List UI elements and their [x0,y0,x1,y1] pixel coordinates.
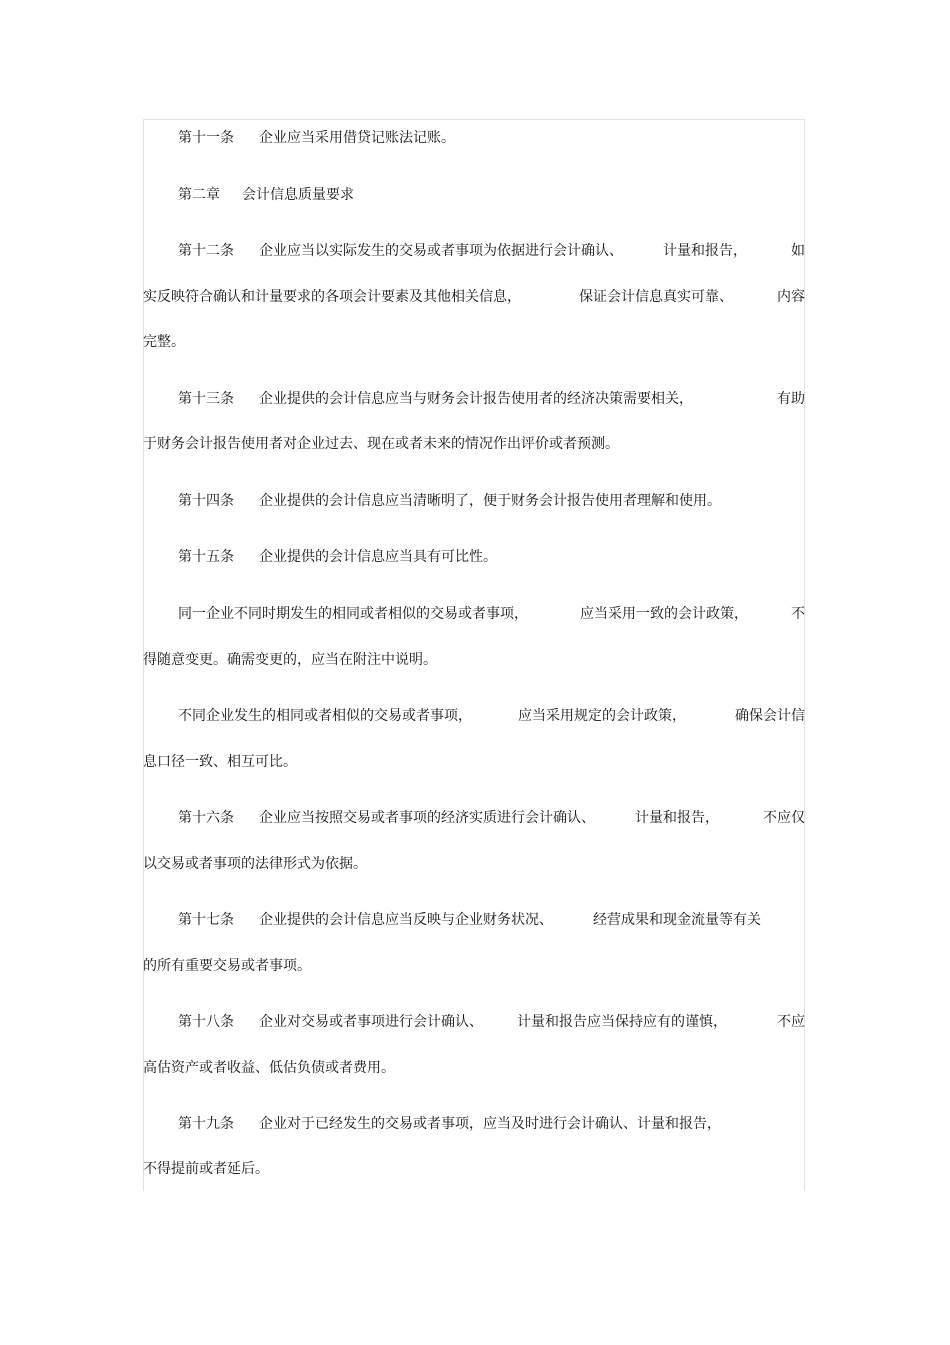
text-segment: 经营成果和现金流量等有关 [593,912,761,928]
article-label: 第十三条 [178,391,234,407]
article-label: 第十二条 [178,243,234,259]
article-13-line-2 [143,434,805,454]
text-segment: 企业对交易或者事项进行会计确认、 [259,1014,483,1030]
article-12-line-3 [143,332,805,352]
article-15 [143,547,805,567]
text-segment: 息口径一致、相互可比。 [143,754,297,770]
chapter-title: 会计信息质量要求 [242,187,354,203]
article-17-line-2 [143,956,805,976]
text-segment: 应当采用一致的会计政策， [580,606,748,622]
article-15-para-3-line-1 [143,706,805,726]
text-segment: 计量和报告， [663,243,747,259]
text-segment: 不得提前或者延后。 [143,1161,269,1177]
article-16-line-1 [143,808,805,828]
text-segment: 企业提供的会计信息应当与财务会计报告使用者的经济决策需要相关， [259,391,693,407]
article-label: 第十八条 [178,1014,234,1030]
article-12-line-2 [143,287,805,307]
text-segment: 不应 [777,1014,805,1030]
text-segment: 以交易或者事项的法律形式为依据。 [143,856,367,872]
article-label: 第十一条 [178,130,234,146]
article-15-para-2-line-2 [143,650,805,670]
chapter-2-heading [143,185,805,205]
text-segment: 同一企业不同时期发生的相同或者相似的交易或者事项， [178,606,528,622]
article-12-line-1 [143,241,805,261]
article-14 [143,491,805,511]
text-segment: 于财务会计报告使用者对企业过去、现在或者未来的情况作出评价或者预测。 [143,436,619,452]
article-text: 企业提供的会计信息应当清晰明了，便于财务会计报告使用者理解和使用。 [259,493,721,509]
text-segment: 如 [791,243,805,259]
article-text: 企业应当采用借贷记账法记账。 [259,130,455,146]
text-segment: 内容 [777,289,805,305]
text-segment: 企业应当按照交易或者事项的经济实质进行会计确认、 [259,810,595,826]
text-segment: 计量和报告， [635,810,719,826]
text-segment: 不同企业发生的相同或者相似的交易或者事项， [178,708,472,724]
text-segment: 不 [791,606,805,622]
article-15-para-2-line-1 [143,604,805,624]
chapter-label: 第二章 [178,187,220,203]
article-17-line-1 [143,910,805,930]
text-segment: 得随意变更。确需变更的，应当在附注中说明。 [143,652,437,668]
text-segment: 应当采用规定的会计政策， [518,708,686,724]
text-segment: 企业提供的会计信息应当反映与企业财务状况、 [259,912,553,928]
article-label: 第十七条 [178,912,234,928]
text-segment: 的所有重要交易或者事项。 [143,958,311,974]
text-segment: 保证会计信息真实可靠、 [579,289,733,305]
text-segment: 有助 [777,391,805,407]
article-18-line-2 [143,1058,805,1078]
text-segment: 企业对于已经发生的交易或者事项，应当及时进行会计确认、计量和报告， [259,1116,721,1132]
text-segment: 不应仅 [763,810,805,826]
article-13-line-1 [143,389,805,409]
article-label: 第十九条 [178,1116,234,1132]
article-15-para-3-line-2 [143,752,805,772]
article-label: 第十六条 [178,810,234,826]
article-16-line-2 [143,854,805,874]
article-text: 企业提供的会计信息应当具有可比性。 [259,549,497,565]
text-segment: 实反映符合确认和计量要求的各项会计要素及其他相关信息， [143,289,521,305]
text-segment: 完整。 [143,334,185,350]
article-18-line-1 [143,1012,805,1032]
article-11 [143,128,805,148]
article-label: 第十五条 [178,549,234,565]
article-19-line-2 [143,1159,805,1179]
text-segment: 确保会计信 [735,708,805,724]
text-segment: 高估资产或者收益、低估负债或者费用。 [143,1060,395,1076]
text-segment: 企业应当以实际发生的交易或者事项为依据进行会计确认、 [259,243,623,259]
article-19-line-1 [143,1114,805,1134]
text-segment: 计量和报告应当保持应有的谨慎， [517,1014,727,1030]
article-label: 第十四条 [178,493,234,509]
